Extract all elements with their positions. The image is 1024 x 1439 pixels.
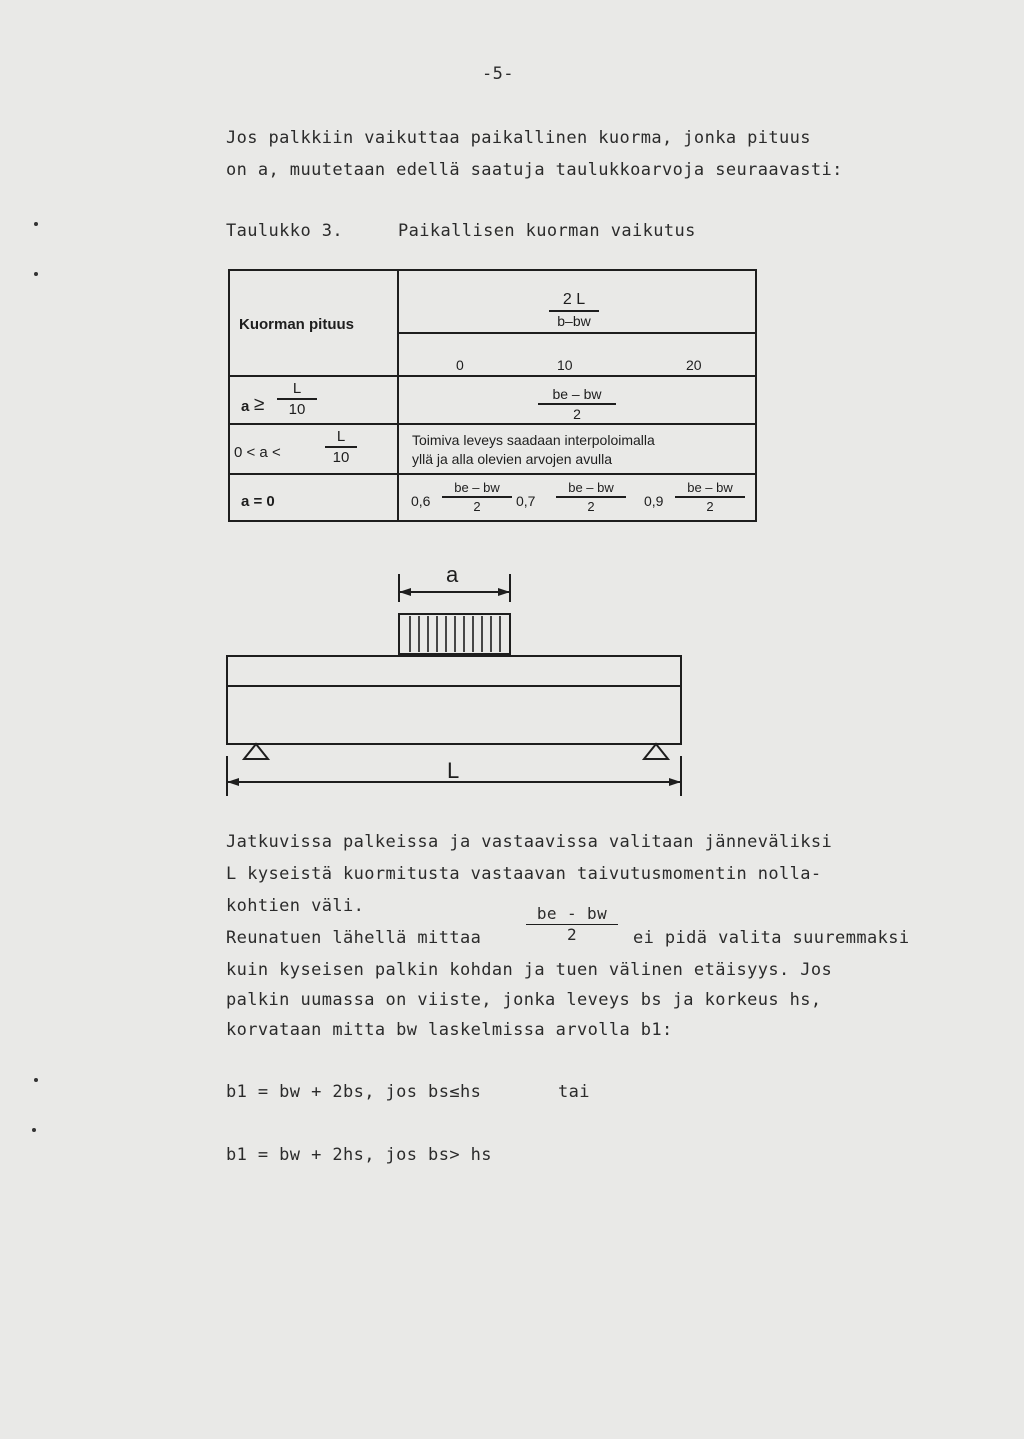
- header-fraction-bar: [549, 310, 599, 312]
- paragraph-line-7: korvataan mitta bw laskelmissa arvolla b1:: [226, 1020, 673, 1040]
- row3-fraction-1-bar: [442, 496, 512, 498]
- paragraph-line-4-pre: Reunatuen lähellä mittaa: [226, 928, 482, 948]
- col-value-20: 20: [686, 357, 702, 373]
- row3-coeff-3: 0,9: [644, 493, 664, 509]
- table-caption-label: Taulukko 3.: [226, 221, 343, 241]
- row2-left-pre: 0 < a <: [234, 444, 281, 461]
- row2-left-bar: [325, 446, 357, 448]
- row1-left-num: L: [292, 380, 302, 397]
- row3-fraction-3-bar: [675, 496, 745, 498]
- table-caption-title: Paikallisen kuorman vaikutus: [398, 221, 696, 241]
- row2-left-num: L: [336, 428, 346, 445]
- margin-speck: [32, 1128, 36, 1132]
- row1-fraction: [538, 387, 616, 421]
- beam-drawing: [220, 560, 700, 820]
- col-value-0: 0: [456, 357, 464, 373]
- margin-speck: [34, 1078, 38, 1082]
- formula-1-tail: tai: [558, 1082, 590, 1102]
- margin-speck: [34, 272, 38, 276]
- intro-line-1: Jos palkkiin vaikuttaa paikallinen kuorma, jonka pituus: [226, 128, 811, 148]
- header-fraction-den: b–bw: [557, 312, 591, 329]
- paragraph-line-3: kohtien väli.: [226, 896, 365, 916]
- row3-fraction-2: [556, 481, 626, 513]
- paragraph-fraction-num: be - bw: [536, 904, 608, 923]
- paragraph-line-6: palkin uumassa on viiste, jonka leveys bs ja korkeus hs,: [226, 990, 822, 1010]
- paragraph-line-2: L kyseistä kuormitusta vastaavan taivutusmomentin nolla-: [226, 864, 822, 884]
- col-value-10: 10: [557, 357, 573, 373]
- row3-left: a = 0: [241, 493, 275, 510]
- row2-text-line-1: Toimiva leveys saadaan interpoloimalla: [412, 432, 655, 448]
- row2-left-den: 10: [332, 448, 350, 466]
- paragraph-fraction: [526, 906, 618, 943]
- row1-left-bar: [277, 398, 317, 400]
- row3-fraction-1-den: 2: [473, 498, 481, 514]
- header-fraction-num: 2 L: [562, 291, 586, 308]
- header-fraction: [549, 292, 599, 328]
- row3-fraction-1: [442, 481, 512, 513]
- paragraph-line-1: Jatkuvissa palkeissa ja vastaavissa valitaan jänneväliksi: [226, 832, 833, 852]
- row3-fraction-3: [675, 481, 745, 513]
- row3-fraction-1-num: be – bw: [454, 480, 500, 495]
- row3-fraction-3-den: 2: [706, 498, 714, 514]
- formula-1: b1 = bw + 2bs, jos bs≤hs: [226, 1082, 482, 1102]
- row1-left-a: a: [241, 398, 250, 415]
- row2-left-fraction: [325, 429, 357, 465]
- row1-fraction-bar: [538, 403, 616, 405]
- row2-text-line-2: yllä ja alla olevien arvojen avulla: [412, 451, 613, 467]
- row3-fraction-2-den: 2: [587, 498, 595, 514]
- load-length-label: a: [446, 562, 459, 587]
- paragraph-fraction-den: 2: [566, 925, 578, 944]
- row1-fraction-num: be – bw: [552, 386, 602, 402]
- row1-left-fraction: [277, 381, 317, 417]
- span-length-label: L: [447, 758, 460, 783]
- row1-left-op: ≥: [254, 394, 265, 415]
- row3-fraction-3-num: be – bw: [687, 480, 733, 495]
- table-header-left: Kuorman pituus: [239, 316, 354, 333]
- formula-2: b1 = bw + 2hs, jos bs> hs: [226, 1145, 492, 1165]
- paragraph-line-5: kuin kyseisen palkin kohdan ja tuen välinen etäisyys. Jos: [226, 960, 833, 980]
- margin-speck: [34, 222, 38, 226]
- row1-left-den: 10: [288, 400, 306, 418]
- intro-line-2: on a, muutetaan edellä saatuja taulukkoarvoja seuraavasti:: [226, 160, 843, 180]
- page-number: -5-: [482, 64, 514, 84]
- row3-coeff-2: 0,7: [516, 493, 536, 509]
- row3-fraction-2-num: be – bw: [568, 480, 614, 495]
- row3-coeff-1: 0,6: [411, 493, 431, 509]
- row1-fraction-den: 2: [573, 405, 581, 422]
- row3-fraction-2-bar: [556, 496, 626, 498]
- paragraph-line-4-post: ei pidä valita suuremmaksi: [633, 928, 910, 948]
